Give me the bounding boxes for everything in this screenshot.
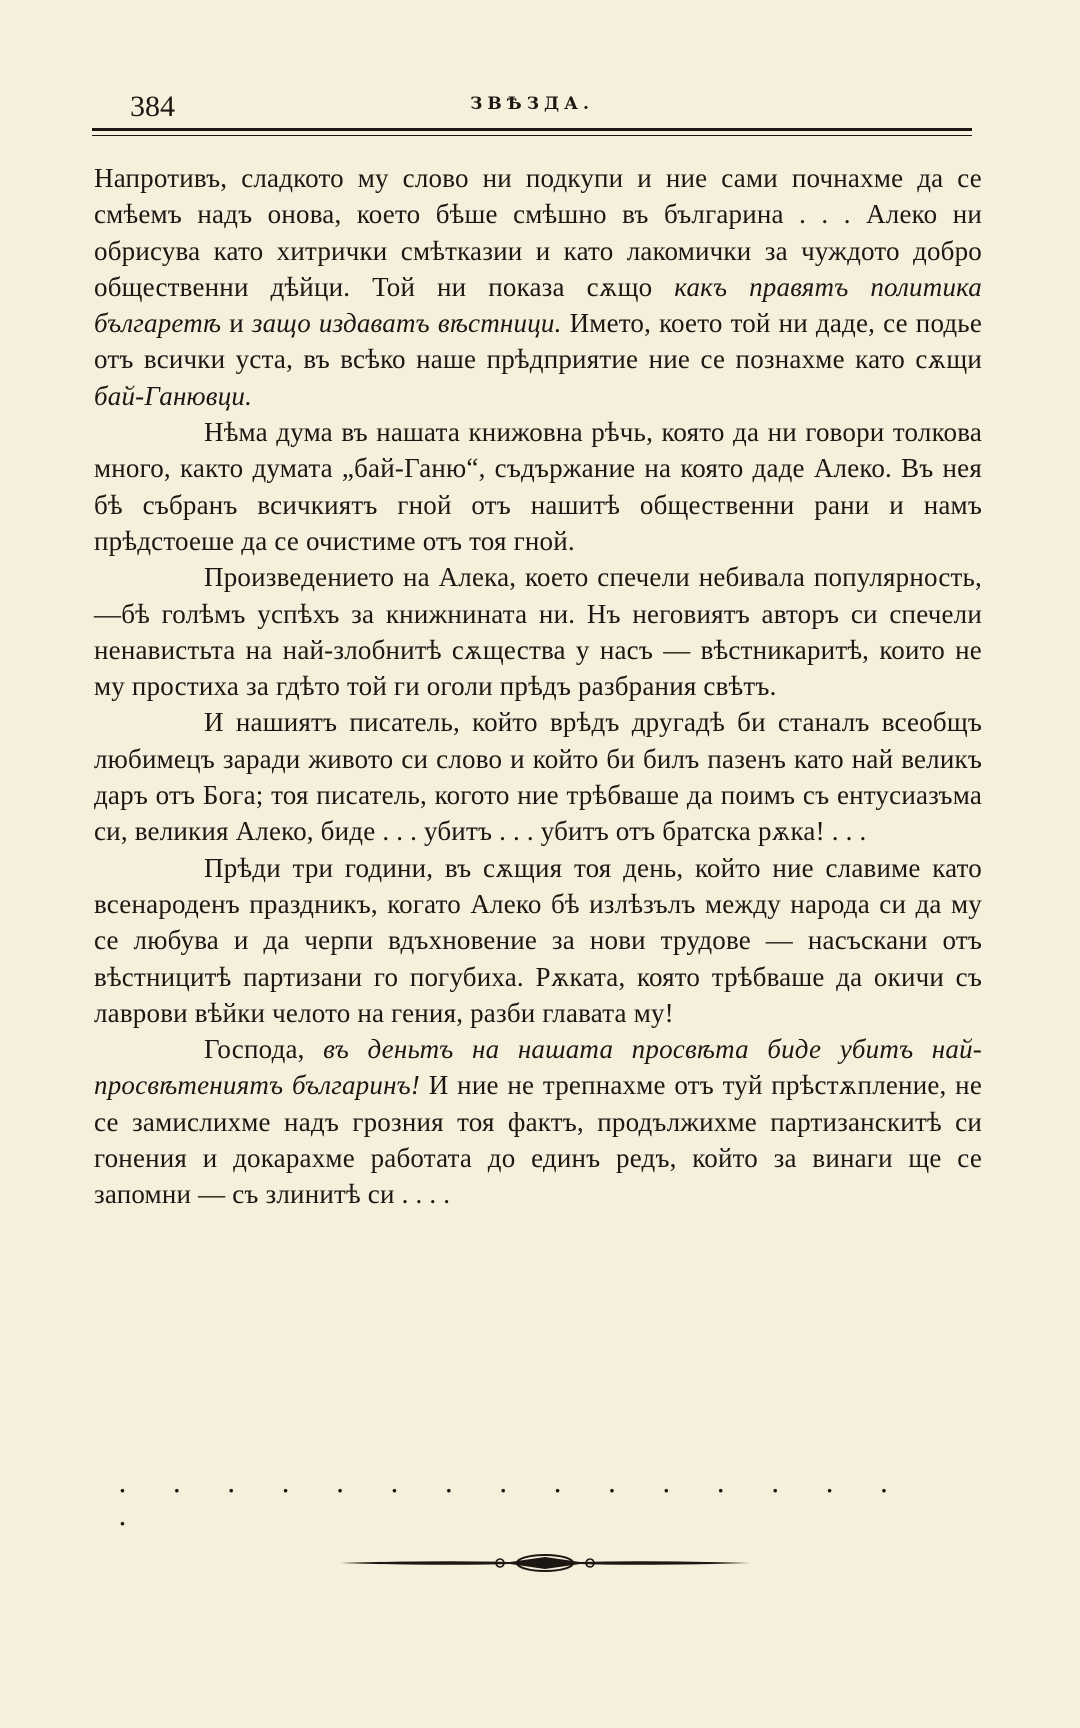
journal-title: ЗВѢЗДА. bbox=[470, 94, 594, 114]
ornament-divider-icon bbox=[340, 1548, 750, 1578]
body-text bbox=[94, 160, 982, 1213]
paragraph-6: Господа, въ деньтъ на нашата просвѣта биде убитъ най-просвѣтениятъ българинъ! И ние не трепнахме отъ туй прѣстѫпление, не се замислихме надъ грозния тоя фактъ, продължихме партизанскитѣ си гонения и докарахме работата до единъ редъ, който за винаги ще се запомни — съ злинитѣ си . . . . bbox=[94, 1034, 983, 1210]
page-number: 384 bbox=[130, 90, 175, 123]
dotted-line: . . . . . . . . . . . . . . .. bbox=[118, 1466, 889, 1532]
paragraph-4: И нашиятъ писатель, който врѣдъ другадѣ би станалъ всеобщъ любимецъ заради живото си слово и който би билъ пазенъ като най великъ даръ отъ Бога; тоя писатель, когото ние трѣбваше да поимъ съ ентусиазъма си, великия Алеко, биде . . . убитъ . . . убитъ отъ братска рѫка! . . . bbox=[94, 707, 982, 847]
paragraph-1: Напротивъ, сладкото му слово ни подкупи и ние сами почнахме да се смѣемъ надъ онова, което бѣше смѣшно въ българина . . . Алеко ни обрисува като хитрички смѣтказии и като лакомички за чуждото добро общественни дѣйци. Той ни показа сѫщо какъ правятъ политика българетѣ и защо издаватъ вѣстници. Името, което той ни даде, се подье отъ всички уста, въ всѣко наше прѣдприятие ние се познахме като сѫщи бай-Ганювци. bbox=[94, 163, 983, 411]
header-rule bbox=[92, 128, 972, 140]
paragraph-3: Произведението на Алека, което спечели небивала популярность,—бѣ голѣмъ успѣхъ за книжнината ни. Нъ неговиятъ авторъ си спечели ненавистьта на най-злобнитѣ сѫщества у насъ — вѣстникаритѣ, които не му простиха за гдѣто той ги оголи прѣдъ разбрания свѣтъ. bbox=[94, 562, 982, 702]
paragraph-5: Прѣди три години, въ сѫщия тоя день, който ние славиме като всенароденъ праздникъ, когато Алеко бѣ излѣзълъ между народа си да му се любува и да черпи вдъхновение за нови трудове — насъскани отъ вѣстницитѣ партизани го погубиха. Рѫката, която трѣбваше да окичи съ лаврови вѣйки челото на гения, разби главата му! bbox=[94, 852, 982, 1028]
paragraph-2: Нѣма дума въ нашата книжовна рѣчь, която да ни говори толкова много, както думата „бай-Ганю“, съдържание на която даде Алеко. Въ нея бѣ събранъ всичкиятъ гной отъ нашитѣ общественни рани и намъ прѣдстоеше да се очистиме отъ тоя гной. bbox=[94, 417, 982, 556]
page-header bbox=[92, 82, 972, 132]
